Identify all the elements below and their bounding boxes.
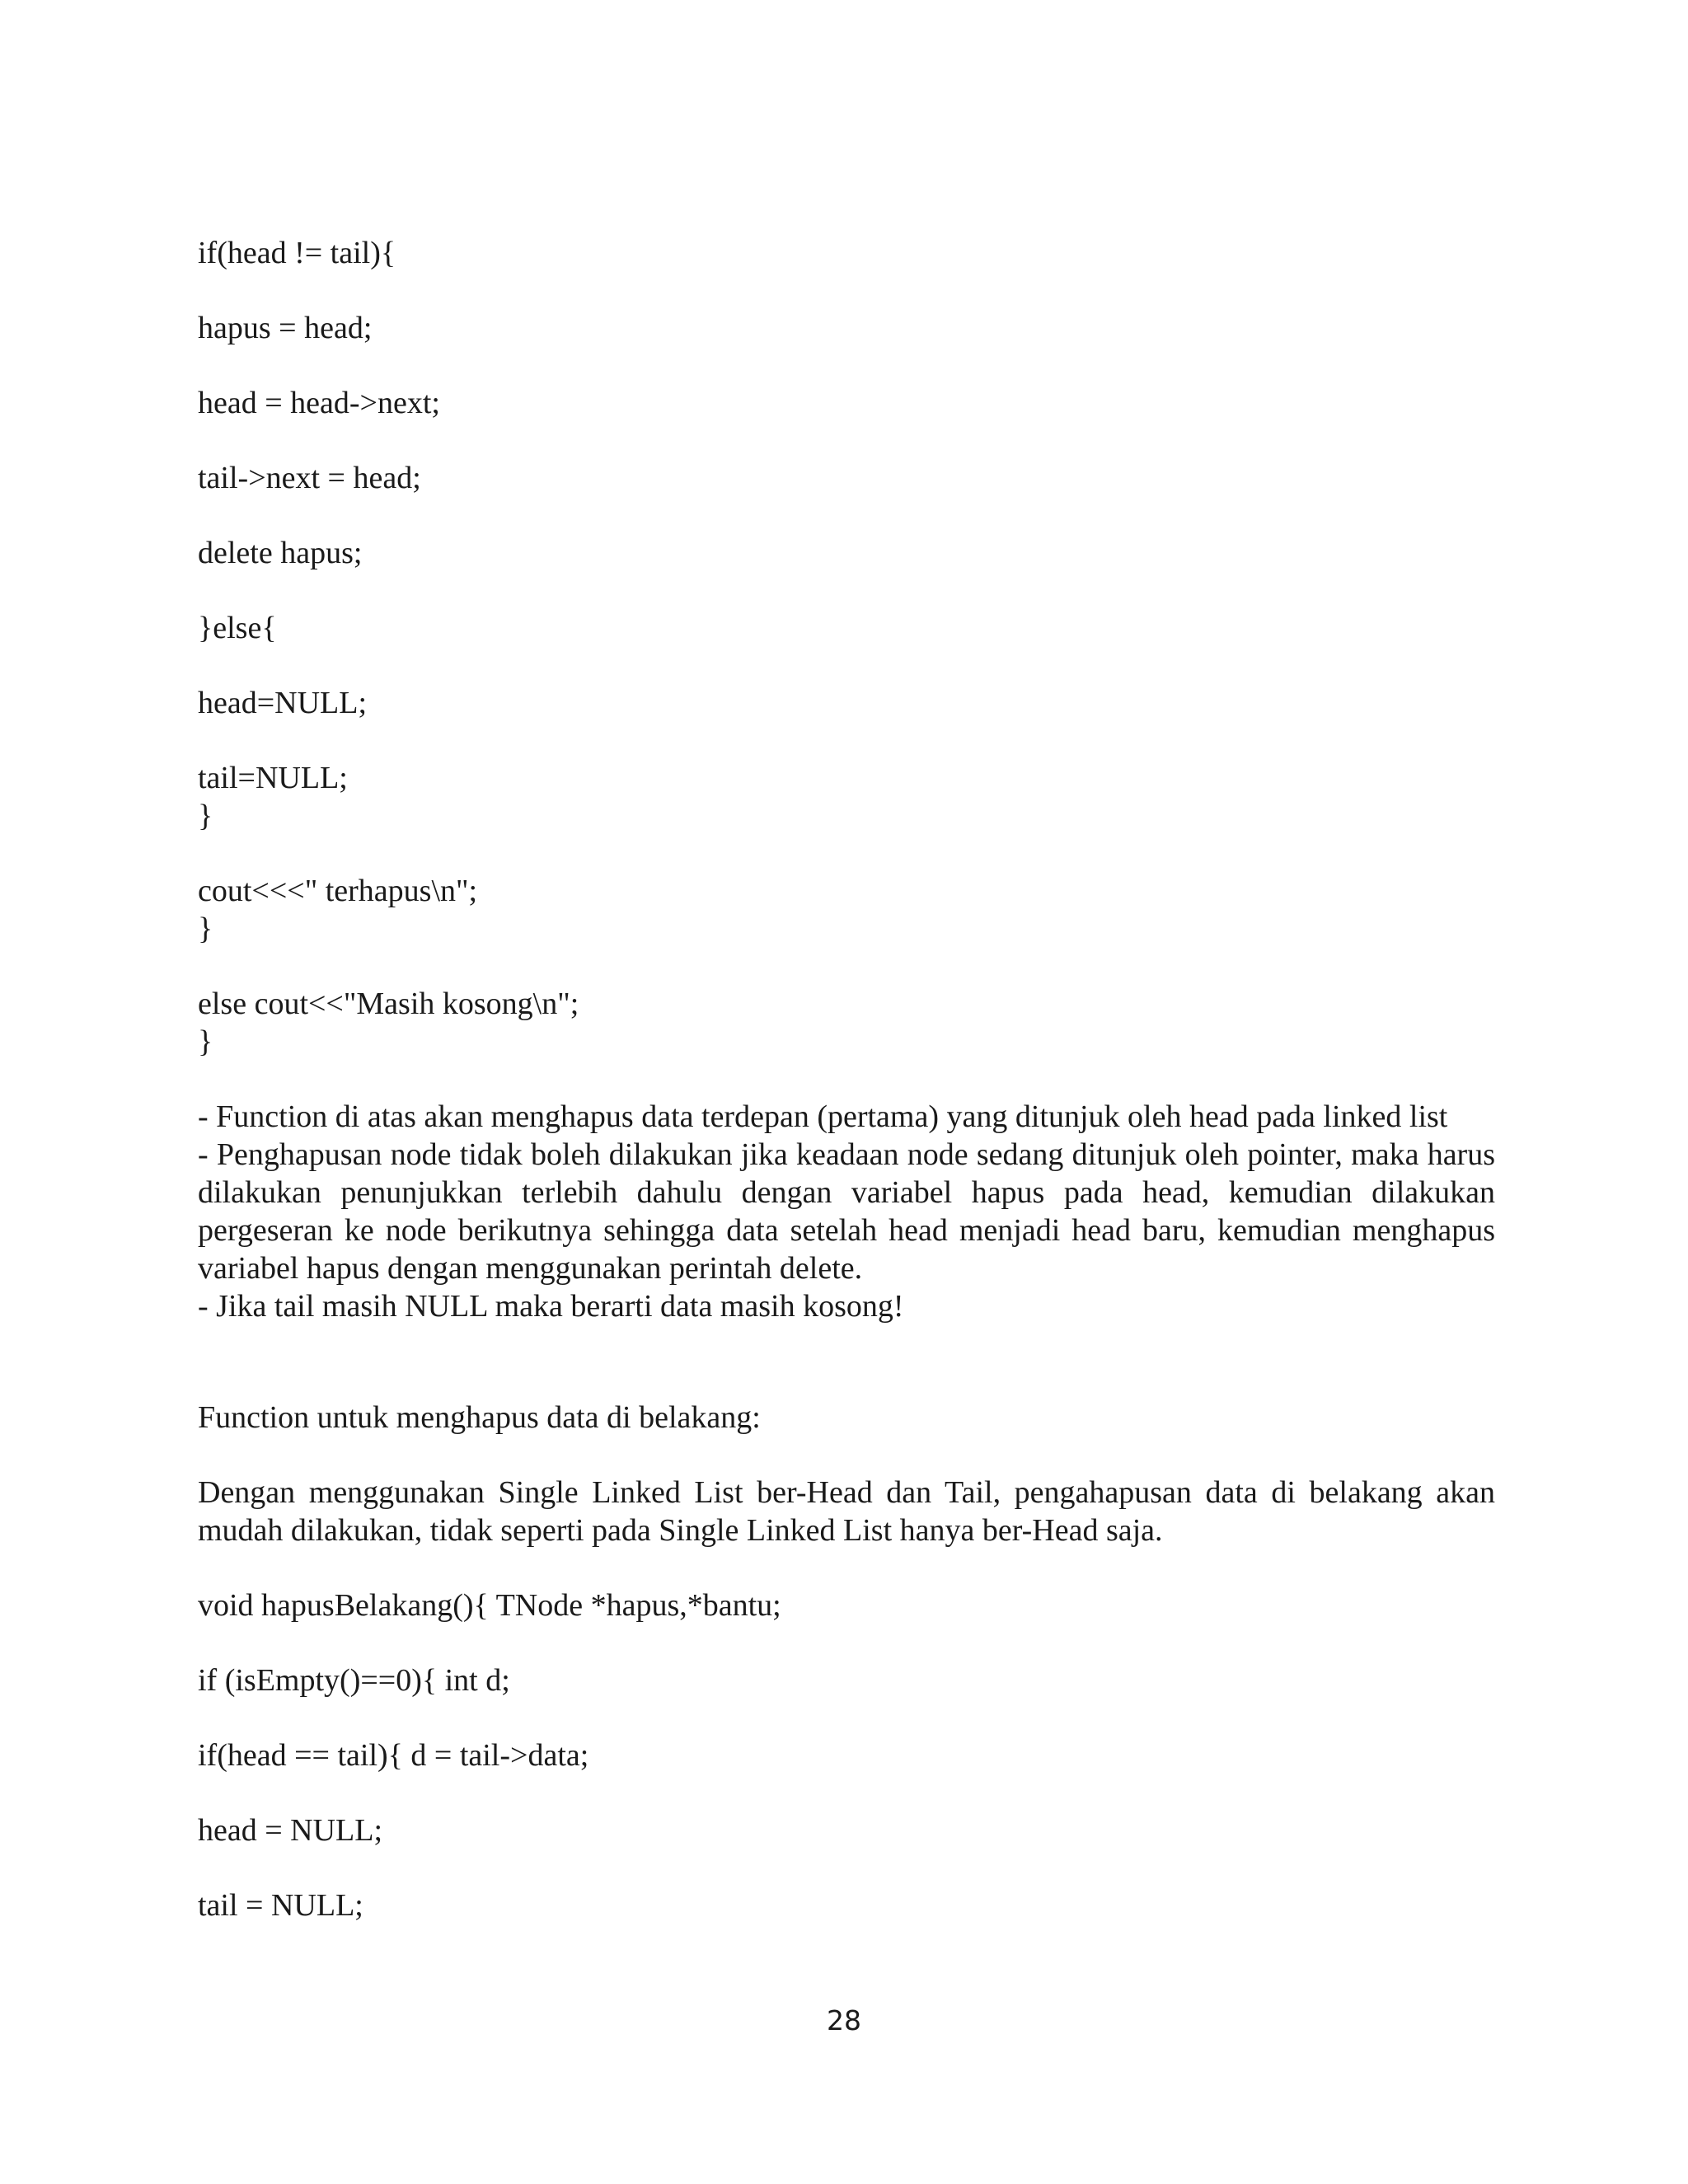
- note-item: - Function di atas akan menghapus data terdepan (pertama) yang ditunjuk oleh head pada linked list: [198, 1099, 1448, 1134]
- code-line: void hapusBelakang(){ TNode *hapus,*bantu;: [198, 1588, 781, 1623]
- code-line: }: [198, 799, 213, 833]
- code-line: if(head == tail){ d = tail->data;: [198, 1738, 589, 1773]
- code-line: tail->next = head;: [198, 461, 421, 495]
- code-line: }: [198, 912, 213, 946]
- page-number: 28: [827, 2004, 861, 2036]
- code-line: if(head != tail){: [198, 236, 396, 270]
- description-paragraph: Dengan menggunakan Single Linked List ber-Head dan Tail, pengahapusan data di belakang akan mudah dilakukan, tidak seperti pada Single Linked List hanya ber-Head saja.: [198, 1475, 1495, 1548]
- code-line: tail=NULL;: [198, 761, 348, 795]
- code-line: delete hapus;: [198, 536, 363, 570]
- code-line: tail = NULL;: [198, 1888, 363, 1923]
- code-line: else cout<<"Masih kosong\n";: [198, 987, 579, 1021]
- section-heading: Function untuk menghapus data di belakang:: [198, 1400, 761, 1435]
- code-line: }: [198, 1024, 213, 1059]
- code-line: cout<<<" terhapus\n";: [198, 874, 478, 908]
- code-line: if (isEmpty()==0){ int d;: [198, 1663, 510, 1698]
- code-line: head = head->next;: [198, 386, 440, 420]
- note-item: - Jika tail masih NULL maka berarti data masih kosong!: [198, 1289, 904, 1324]
- note-item: - Penghapusan node tidak boleh dilakukan jika keadaan node sedang ditunjuk oleh pointer, maka harus dilakukan penunjukkan terlebih dahulu dengan variabel hapus pada head, kemudian dilakukan pergeseran ke node berikutnya sehingga data setelah head menjadi head baru, kemudian menghapus variabel hapus dengan menggunakan perintah delete.: [198, 1137, 1495, 1286]
- code-line: hapus = head;: [198, 311, 373, 345]
- code-line: }else{: [198, 611, 277, 645]
- code-line: head = NULL;: [198, 1813, 383, 1848]
- code-line: head=NULL;: [198, 686, 368, 720]
- notes-paragraph: [198, 1098, 1495, 1325]
